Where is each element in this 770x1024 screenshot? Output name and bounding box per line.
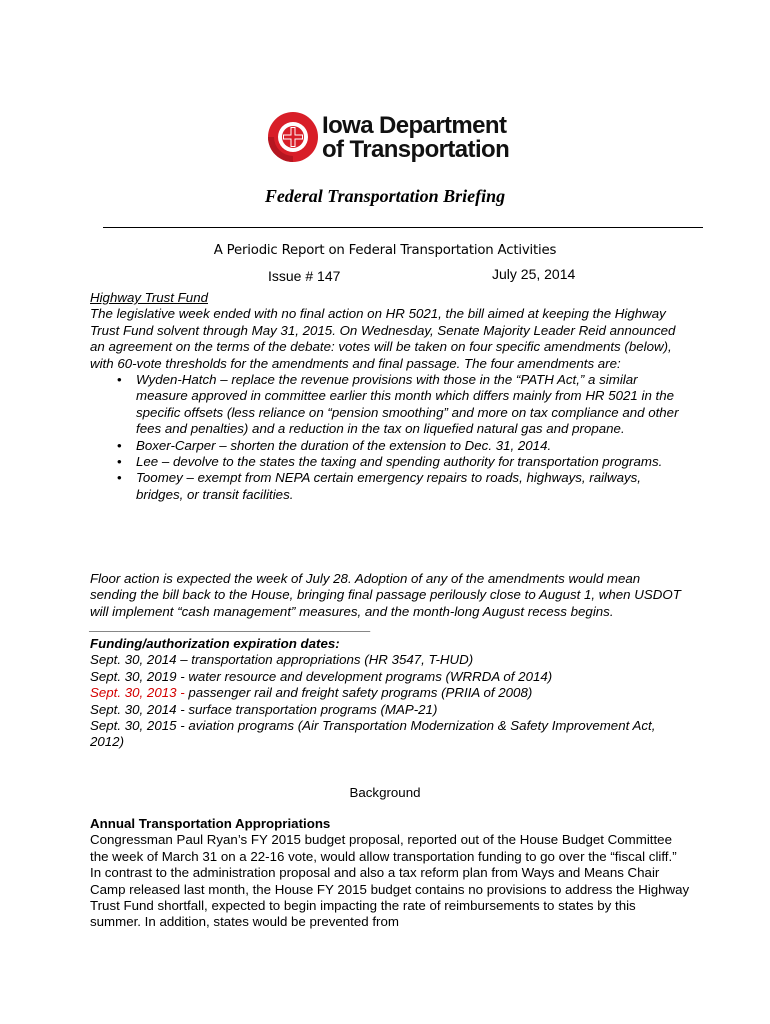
annual-appropriations-section: [90, 816, 690, 931]
funding-item-text: - water resource and development programs (WRRDA of 2014): [176, 668, 553, 684]
funding-item: [90, 669, 690, 685]
iowa-dot-logo-mark-icon: [266, 108, 324, 166]
list-item: • Wyden-Hatch – replace the revenue provisions with those in the “PATH Act,” a similar measure approved in committee earlier this month which differs mainly from HR 5021 in the specific offsets (less reliance on “pension smoothing” and more on tax compliance and other fees and penalties) and a reduction in the tax on liquefied natural gas and propane.: [90, 372, 690, 438]
approps-paragraph: Congressman Paul Ryan’s FY 2015 budget proposal, reported out of the House Budget Committee the week of March 31 on a 22-16 vote, would allow transportation funding to go over the “fiscal cliff.” In contrast to the administration proposal and also a tax reform plan from Ways and Means Chair Camp released last month, the House FY 2015 budget contains no provisions to address the Highway Trust Fund shortfall, expected to begin impacting the rate of reimbursements to states by this summer. In addition, states would be prevented from: [90, 832, 690, 930]
iowa-dot-logo: [266, 108, 516, 170]
logo-line-1: Iowa Department: [322, 112, 507, 139]
funding-item: [90, 718, 690, 751]
amendments-list: [90, 372, 690, 503]
issue-number: Issue # 147: [268, 268, 341, 284]
logo-text: [322, 114, 509, 162]
funding-item-text: – transportation appropriations (HR 3547, T-HUD): [176, 652, 474, 668]
funding-dates-section: [90, 636, 690, 751]
htf-paragraph: The legislative week ended with no final action on HR 5021, the bill aimed at keeping the Highway Trust Fund solvent through May 31, 2015. On Wednesday, Senate Majority Leader Reid announced an agreement on the terms of the debate: votes will be taken on four specific amendments (below), with 60-vote thresholds for the amendments and final passage. The four amendments are:: [90, 306, 676, 371]
funding-item: [90, 702, 690, 718]
section-divider: ______________________________________: [90, 618, 372, 634]
section-heading-htf: Highway Trust Fund: [90, 290, 208, 305]
list-item: • Lee – devolve to the states the taxing and spending authority for transportation programs.: [90, 454, 690, 470]
issue-date: July 25, 2014: [492, 266, 576, 282]
funding-item-date: Sept. 30, 2015: [90, 718, 177, 734]
funding-item-separator: -: [176, 685, 189, 701]
list-item: • Toomey – exempt from NEPA certain emergency repairs to roads, highways, railways, bridges, or transit facilities.: [90, 470, 690, 503]
funding-heading: Funding/authorization expiration dates:: [90, 636, 340, 651]
briefing-title: Federal Transportation Briefing: [264, 186, 506, 206]
funding-item-text: - aviation programs (Air Transportation Modernization & Safety Improvement Act, 2012): [90, 718, 656, 750]
floor-action-section: [90, 571, 690, 632]
floor-paragraph: Floor action is expected the week of July 28. Adoption of any of the amendments would mean sending the bill back to the House, bringing final passage perilously close to August 1, when USDOT will implement “cash management” measures, and the month-long August recess begins.: [90, 571, 681, 619]
header-rule: [103, 227, 703, 228]
list-item: • Boxer-Carper – shorten the duration of the extension to Dec. 31, 2014.: [90, 438, 690, 454]
background-heading: Background: [349, 785, 421, 800]
funding-item-expired: [90, 685, 690, 701]
funding-item-text: - surface transportation programs (MAP-21): [176, 701, 438, 717]
report-subtitle: A Periodic Report on Federal Transportation Activities: [213, 243, 557, 258]
funding-item: [90, 652, 690, 668]
section-heading-approps: Annual Transportation Appropriations: [90, 816, 331, 831]
funding-item-text: passenger rail and freight safety programs (PRIIA of 2008): [188, 685, 533, 701]
logo-line-2: of Transportation: [322, 136, 510, 163]
funding-item-date: Sept. 30, 2014: [90, 652, 177, 668]
highway-trust-fund-section: [90, 290, 690, 503]
funding-item-date: Sept. 30, 2013: [90, 685, 177, 701]
funding-item-date: Sept. 30, 2019: [90, 668, 177, 684]
funding-item-date: Sept. 30, 2014: [90, 701, 177, 717]
